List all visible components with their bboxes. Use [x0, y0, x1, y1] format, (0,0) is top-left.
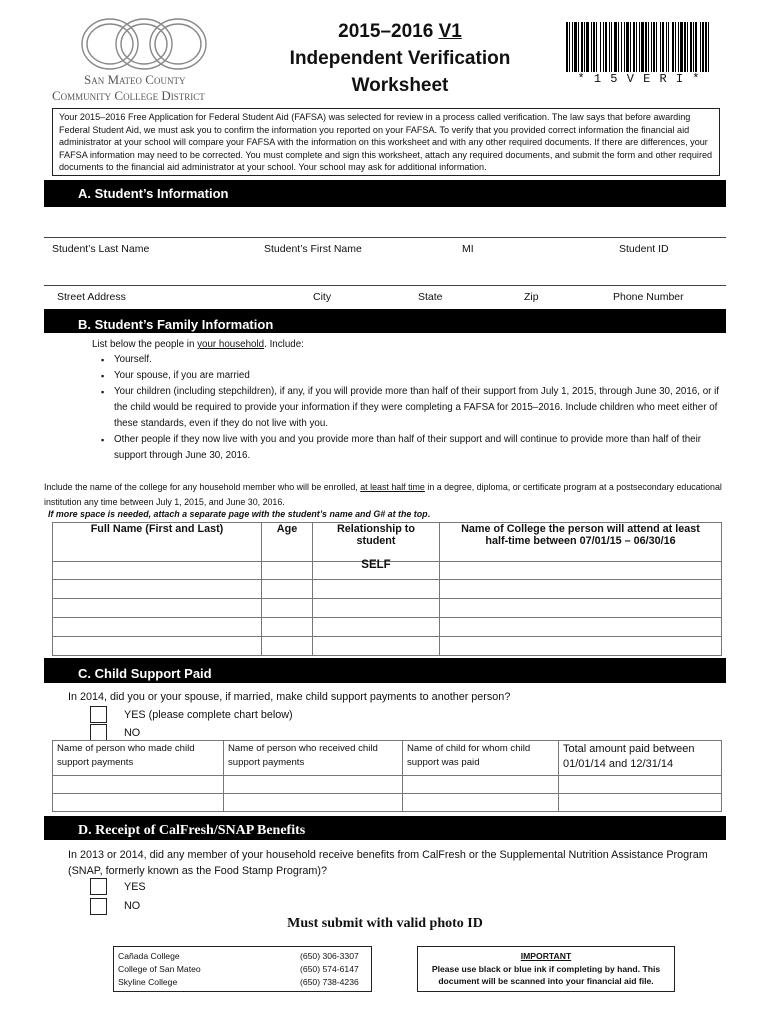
barcode-text: * 1 5 V E R I * [577, 72, 701, 86]
household-table [52, 522, 722, 656]
calfresh-no-checkbox[interactable] [90, 898, 107, 915]
college-name: Cañada College [118, 951, 180, 961]
rings-icon [52, 14, 232, 76]
city-field[interactable]: City [313, 291, 332, 303]
table-row [53, 580, 722, 599]
section-b-header [44, 309, 726, 333]
table-cell[interactable] [440, 618, 722, 637]
enrollment-note [44, 480, 728, 510]
table-cell[interactable] [313, 599, 440, 618]
section-d-header [44, 816, 726, 840]
table-cell[interactable] [440, 562, 722, 580]
bullet-item: ▪ Your spouse, if you are married [92, 368, 728, 384]
extra-space-note-text: If more space is needed, attach a separate page with the student’s name and G# at the top [48, 509, 428, 519]
col-child: Name of child for whom child support was paid [403, 741, 559, 776]
enrollment-note-underline: at least half time [360, 482, 425, 492]
section-d-title: D. Receipt of CalFresh/SNAP Benefits [78, 823, 306, 838]
logo-line1: San Mateo County [84, 72, 186, 87]
bullet-item: ▪ Your children (including stepchildren), if any, if you will provide more than half of their support from July 1, 2015, through June 30, 2016, or if the child would be required to provide your information if they were completing a FAFSA for 2015–2016. Include children who meet either of these standards, even if they do not live with you. [92, 384, 728, 432]
college-name: Skyline College [118, 977, 178, 987]
section-a-line-2 [44, 285, 726, 286]
table-cell[interactable] [262, 580, 313, 599]
table-row [53, 776, 722, 794]
table-cell[interactable] [224, 776, 403, 794]
col-total-amount: Total amount paid between 01/01/14 and 12/31/14 [559, 741, 722, 776]
table-cell[interactable] [53, 637, 262, 656]
table-row [53, 618, 722, 637]
calfresh-yes-checkbox[interactable] [90, 878, 107, 895]
col-age: Age [262, 523, 313, 562]
college-phone: (650) 574-6147 [300, 964, 359, 974]
table-cell[interactable] [262, 562, 313, 580]
table-cell[interactable] [313, 618, 440, 637]
col-payer: Name of person who made child support payments [53, 741, 224, 776]
section-a-header [44, 180, 726, 207]
college-phone: (650) 738-4236 [300, 977, 359, 987]
college-phone: (650) 306-3307 [300, 951, 359, 961]
household-intro-text-a: List below the people in [92, 339, 198, 350]
logo-line2: Community College District [52, 88, 205, 103]
self-cell [313, 558, 440, 580]
table-cell[interactable] [53, 618, 262, 637]
col-recipient: Name of person who received child support payments [224, 741, 403, 776]
calfresh-no-label: NO [124, 900, 141, 912]
street-address-field[interactable]: Street Address [57, 291, 126, 303]
table-cell[interactable] [440, 580, 722, 599]
student-first-name-field[interactable]: Student’s First Name [264, 243, 362, 255]
section-c-title: C. Child Support Paid [78, 666, 212, 681]
title-line2: Independent Verification [289, 48, 511, 69]
intro-box [52, 108, 720, 176]
title-version: V1 [438, 21, 462, 42]
phone-number-field[interactable]: Phone Number [613, 291, 684, 303]
bullet-item: ▪ Yourself. [92, 352, 728, 368]
table-cell[interactable] [440, 599, 722, 618]
barcode-icon [564, 22, 714, 72]
college-contacts-box [113, 946, 372, 992]
child-support-no-label: NO [124, 727, 141, 739]
barcode [564, 22, 714, 92]
table-row [53, 562, 722, 580]
table-cell[interactable] [53, 599, 262, 618]
child-support-no-checkbox[interactable] [90, 724, 107, 741]
household-intro [92, 337, 304, 352]
section-c-header [44, 658, 726, 683]
table-cell[interactable] [53, 794, 224, 812]
enrollment-note-a: Include the name of the college for any household member who will be enrolled, [44, 482, 361, 492]
zip-field[interactable]: Zip [524, 291, 539, 303]
table-cell[interactable] [313, 637, 440, 656]
calfresh-question: In 2013 or 2014, did any member of your household receive benefits from CalFresh or the Supplemental Nutrition Assistance Program (SNAP, formerly known as the Food Stamp Program)? [68, 849, 708, 877]
table-cell[interactable] [53, 776, 224, 794]
household-table-header [53, 523, 722, 562]
table-cell[interactable] [53, 580, 262, 599]
college-row [118, 950, 180, 963]
student-mi-field[interactable]: MI [462, 243, 474, 255]
college-name: College of San Mateo [118, 964, 201, 974]
document-title [270, 18, 530, 99]
household-intro-underline: your household [197, 339, 265, 350]
table-cell[interactable] [559, 794, 722, 812]
state-field[interactable]: State [418, 291, 443, 303]
col-relationship: Relationship to student [313, 523, 440, 562]
college-row [118, 976, 177, 989]
title-line3: Worksheet [351, 75, 449, 96]
table-row [53, 599, 722, 618]
extra-space-note [48, 509, 430, 519]
college-row [118, 963, 201, 976]
important-title: IMPORTANT [520, 951, 572, 961]
table-row [53, 637, 722, 656]
table-cell[interactable] [262, 599, 313, 618]
section-a-title: A. Student’s Information [78, 186, 229, 201]
household-intro-text-b: . Include: [264, 339, 304, 350]
enrollment-note-b: in a degree, diploma, or certificate program at a postsecondary educational institution any time between July 1, 2015, and June 30, 2016. [44, 482, 722, 507]
student-last-name-field[interactable]: Student’s Last Name [52, 243, 150, 255]
table-cell[interactable] [53, 562, 262, 580]
table-cell[interactable] [403, 794, 559, 812]
col-full-name: Full Name (First and Last) [53, 523, 262, 562]
important-box [417, 946, 675, 992]
section-a-line-1 [44, 237, 726, 238]
table-cell[interactable] [262, 637, 313, 656]
section-b-title: B. Student’s Family Information [78, 317, 274, 332]
title-year: 2015–2016 [338, 21, 434, 42]
photo-id-note: Must submit with valid photo ID [287, 916, 483, 931]
child-support-table [52, 740, 722, 812]
table-cell[interactable] [313, 580, 440, 599]
household-bullet-list [92, 352, 728, 464]
important-text: Please use black or blue ink if completing by hand. This document will be scanned into your financial aid file. [431, 963, 661, 986]
table-row [53, 794, 722, 812]
intro-text: Your 2015–2016 Free Application for Federal Student Aid (FAFSA) was selected for review in a process called verification. The law says that before awarding Federal Student Aid, we must ask you to confirm the information you reported on your FAFSA. To verify that you provided correct information the financial aid administrator at your school will compare your FAFSA with the information on this worksheet and with any other required documents. If there are differences, your FAFSA information may need to be corrected. You must complete and sign this worksheet, attach any required documents, and submit the form and other required documents to the financial aid administrator at your school. Your school may ask for additional information. [59, 112, 713, 172]
col-college: Name of College the person will attend at least half-time between 07/01/15 – 06/30/16 [440, 523, 722, 562]
child-support-yes-checkbox[interactable] [90, 706, 107, 723]
self-label: SELF [361, 558, 391, 571]
bullet-item: ▪ Other people if they now live with you and you provide more than half of their support and will continue to provide more than half of their support through June 30, 2016. [92, 432, 728, 464]
table-cell[interactable] [559, 776, 722, 794]
child-support-table-header [53, 741, 722, 776]
table-cell[interactable] [262, 618, 313, 637]
student-id-field[interactable]: Student ID [619, 243, 669, 255]
child-support-yes-label: YES (please complete chart below) [124, 709, 293, 721]
child-support-question: In 2014, did you or your spouse, if married, make child support payments to another person? [68, 691, 511, 703]
table-cell[interactable] [224, 794, 403, 812]
calfresh-yes-label: YES [124, 881, 146, 893]
table-cell[interactable] [440, 637, 722, 656]
table-cell[interactable] [403, 776, 559, 794]
district-logo [52, 14, 232, 106]
extra-space-note-period: . [427, 509, 431, 519]
